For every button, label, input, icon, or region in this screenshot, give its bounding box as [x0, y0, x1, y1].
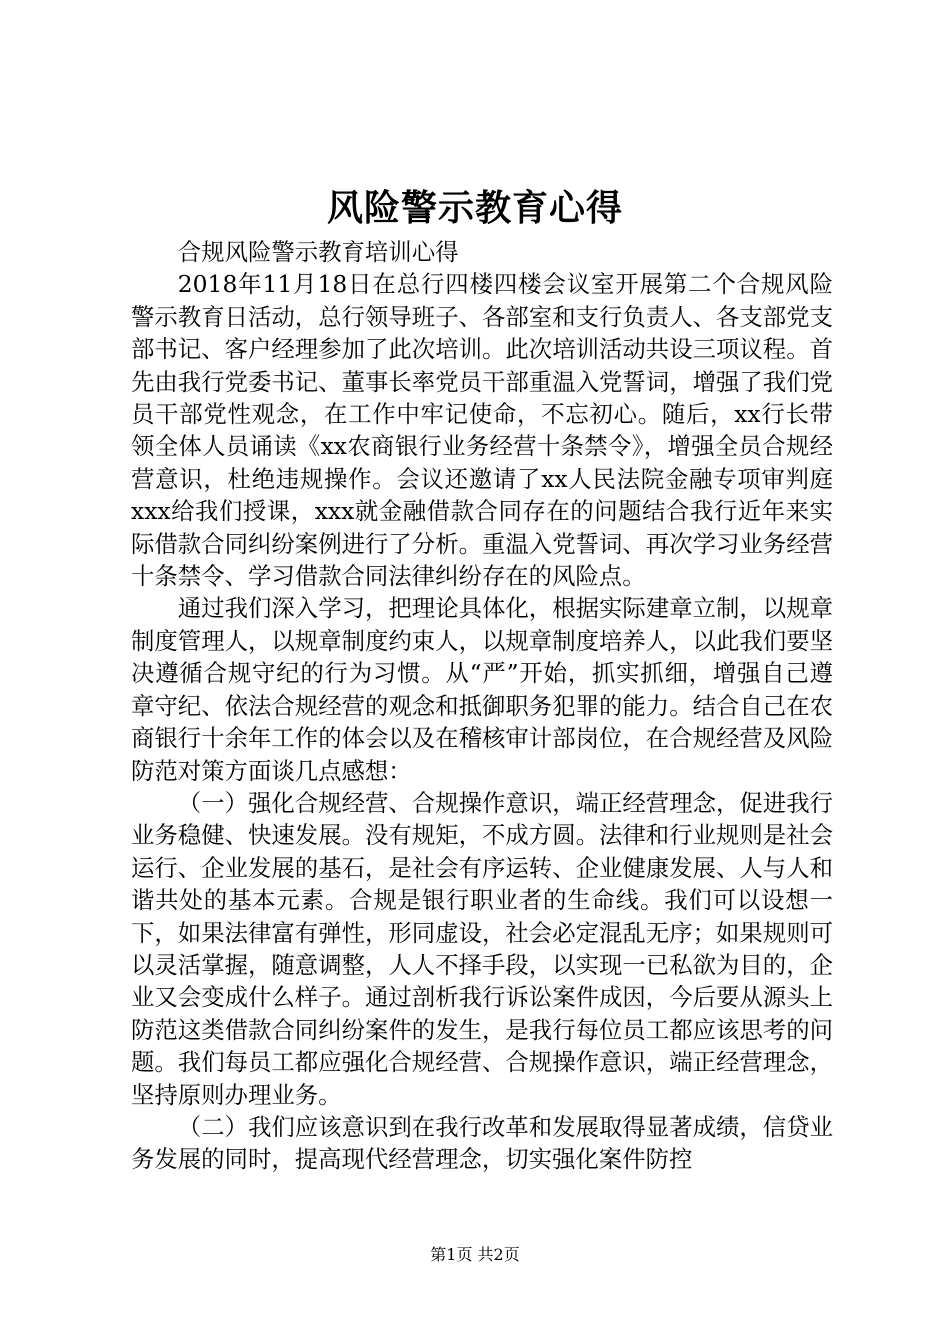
paragraph-3: （一）强化合规经营、合规操作意识，端正经营理念，促进我行业务稳健、快速发展。没有规矩，不成方圆。法律和行业规则是社会运行、企业发展的基石，是社会有序运转、企业健康发展、人与人和谐共处的基本元素。合规是银行职业者的生命线。我们可以设想一下，如果法律富有弹性，形同虚设，社会必定混乱无序；如果规则可以灵活掌握，随意调整，人人不择手段，以实现一已私欲为目的，企业又会变成什么样子。通过剖析我行诉讼案件成因，今后要从源头上防范这类借款合同纠纷案件的发生，是我行每位员工都应该思考的问题。我们每员工都应强化合规经营、合规操作意识，端正经营理念，坚持原则办理业务。 — [131, 788, 833, 1109]
document-title: 风险警示教育心得 — [326, 187, 623, 229]
page-footer: 第1页 共2页 — [430, 1245, 520, 1264]
paragraph-2: 通过我们深入学习，把理论具体化，根据实际建章立制，以规章制度管理人，以规章制度约束人，以规章制度培养人，以此我们要坚决遵循合规守纪的行为习惯。从“严”开始，抓实抓细，增强自己遵章守纪、依法合规经营的观念和抵御职务犯罪的能力。结合自己在农商银行十余年工作的体会以及在稽核审计部岗位，在合规经营及风险防范对策方面谈几点感想： — [131, 594, 833, 785]
paragraph-1: 2018年11月18日在总行四楼四楼会议室开展第二个合规风险警示教育日活动，总行领导班子、各部室和支行负责人、各支部党支部书记、客户经理参加了此次培训。此次培训活动共设三项议程。首先由我行党委书记、董事长率党员干部重温入党誓词，增强了我们党员干部党性观念，在工作中牢记使命，不忘初心。随后，xx行长带领全体人员诵读《xx农商银行业务经营十条禁令》，增强全员合规经营意识，杜绝违规操作。会议还邀请了xx人民法院金融专项审判庭xxx给我们授课，xxx就金融借款合同存在的问题结合我行近年来实际借款合同纠纷案例进行了分析。重温入党誓词、再次学习业务经营十条禁令、学习借款合同法律纠纷存在的风险点。 — [131, 270, 833, 591]
paragraph-subtitle: 合规风险警示教育培训心得 — [177, 238, 459, 266]
paragraph-4: （二）我们应该意识到在我行改革和发展取得显著成绩，信贷业务发展的同时，提高现代经营理念，切实强化案件防控 — [131, 1112, 833, 1174]
document-body — [131, 236, 833, 1176]
